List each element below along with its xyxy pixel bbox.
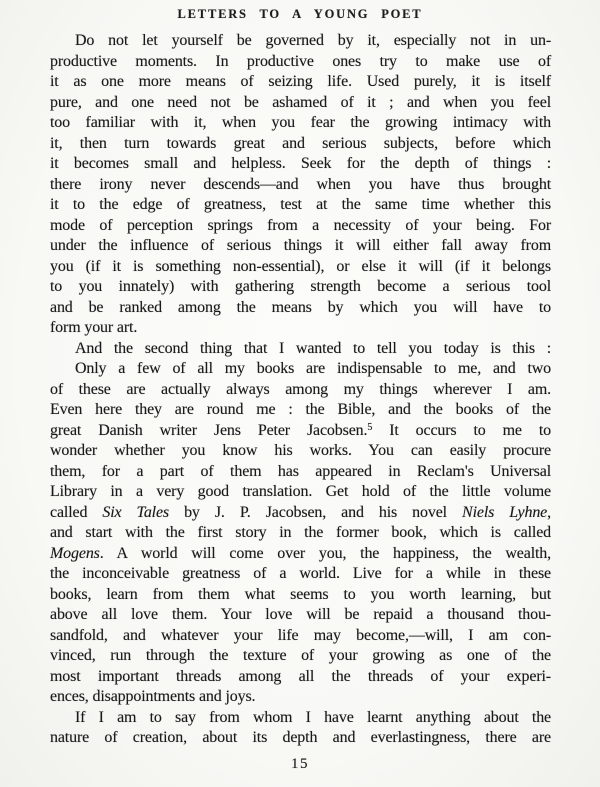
- text-line: And the second thing that I wanted to tell you today is this :: [75, 339, 551, 357]
- text-line: productive moments. In productive ones try to make use of: [50, 52, 551, 70]
- text-line: pure, and one need not be ashamed of it ; and when you feel: [50, 93, 551, 111]
- text-line: most important threads among all the threads of your experi-: [50, 667, 551, 685]
- book-title: Six Tales: [102, 503, 169, 521]
- text-line: of these are actually always among my things wherever I am.: [50, 380, 551, 398]
- text-line: too familiar with it, when you fear the growing intimacy with: [50, 114, 551, 131]
- text-line: books, learn from them what seems to you worth learning, but: [50, 585, 551, 603]
- text-line: Only a few of all my books are indispensable to me, and two: [75, 360, 551, 377]
- text-line: it, then turn towards great and serious subjects, before which: [50, 134, 551, 152]
- text-line: them, for a part of them has appeared in Reclam's Universal: [50, 462, 551, 480]
- page-number: 15: [291, 756, 309, 772]
- text-line: called Six Tales by J. P. Jacobsen, and his novel Niels Lyhne,: [50, 503, 551, 521]
- text-line: it becomes small and helpless. Seek for the depth of things :: [50, 155, 551, 172]
- text-line: it as one more means of seizing life. Used purely, it is itself: [50, 73, 551, 90]
- text-line: sandfold, and whatever your life may become,—will, I am con-: [50, 626, 551, 644]
- text-line: above all love them. Your love will be repaid a thousand thou-: [50, 606, 551, 623]
- text-line: great Danish writer Jens Peter Jacobsen.$^5$ It occurs to me to: [50, 421, 551, 439]
- text-line: it to the edge of greatness, test at the same time whether this: [50, 196, 551, 213]
- text-line: the inconceivable greatness of a world. Live for a while in these: [50, 565, 551, 582]
- footnote-reference: 5: [367, 421, 373, 433]
- text-line: Do not let yourself be governed by it, especially not in un-: [75, 32, 551, 49]
- text-line: Mogens. A world will come over you, the happiness, the wealth,: [50, 544, 551, 562]
- text-line: form your art.: [50, 319, 138, 336]
- text-line: to you innately) with gathering strength become a serious tool: [50, 278, 551, 295]
- text-line: and be ranked among the means by which you will have to: [50, 298, 551, 316]
- book-title: Mogens: [50, 544, 100, 562]
- text-line: wonder whether you know his works. You can easily procure: [50, 442, 551, 459]
- text-line: there irony never descends—and when you have thus brought: [50, 175, 551, 193]
- text-line: and start with the first story in the former book, which is called: [50, 524, 551, 541]
- running-header: LETTERS TO A YOUNG POET: [177, 7, 423, 21]
- text-line: nature of creation, about its depth and everlastingness, there are: [50, 729, 551, 746]
- text-line: Library in a very good translation. Get hold of the little volume: [50, 483, 551, 500]
- text-line: you (if it is something non-essential), or else it will (if it belongs: [50, 257, 551, 275]
- text-line: ences, disappointments and joys.: [50, 688, 256, 705]
- text-line: under the influence of serious things it will either fall away from: [50, 237, 551, 254]
- text-line: If I am to say from whom I have learnt anything about the: [75, 708, 551, 726]
- text-line: Even here they are round me : the Bible, and the books of the: [50, 401, 551, 418]
- page-text: [50, 31, 551, 749]
- text-line: mode of perception springs from a necessity of your being. For: [50, 216, 551, 234]
- book-title: Niels Lyhne: [462, 503, 548, 521]
- text-line: vinced, run through the texture of your growing as one of the: [50, 647, 551, 664]
